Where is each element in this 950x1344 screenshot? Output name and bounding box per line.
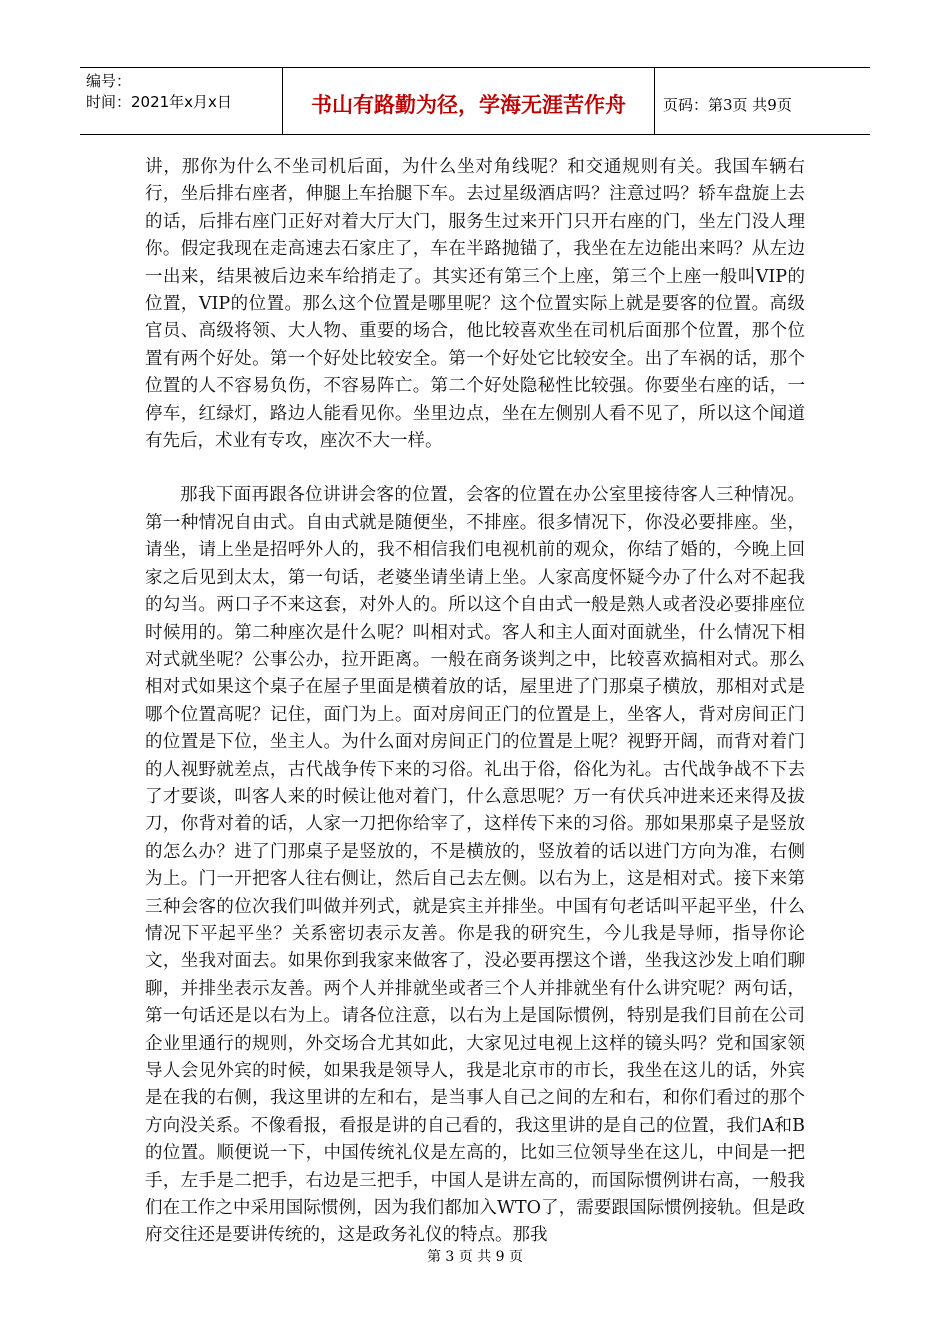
page-header <box>80 67 870 135</box>
body-paragraph: 那我下面再跟各位讲讲会客的位置，会客的位置在办公室里接待客人三种情况。第一种情况自由式。自由式就是随便坐，不排座。很多情况下，你没必要排座。坐，请坐，请上坐是招呼外人的，我不相信我们电视机前的观众，你结了婚的，今晚上回家之后见到太太，第一句话，老婆坐请坐请上坐。人家高度怀疑今办了什么对不起我的勾当。两口子不来这套，对外人的。所以这个自由式一般是熟人或者没必要排座位时候用的。第二种座次是什么呢？叫相对式。客人和主人面对面就坐，什么情况下相对式就坐呢？公事公办，拉开距离。一般在商务谈判之中，比较喜欢搞相对式。那么相对式如果这个桌子在屋子里面是横着放的话，屋里进了门那桌子横放，那相对式是哪个位置高呢？记住，面门为上。面对房间正门的位置是上，坐客人，背对房间正门的位置是下位，坐主人。为什么面对房间正门的位置是上呢？视野开阔，而背对着门的人视野就差点，古代战争传下来的习俗。礼出于俗，俗化为礼。古代战争战不下去了才要谈，叫客人来的时候让他对着门，什么意思呢？万一有伏兵冲进来还来得及拔刀，你背对着的话，人家一刀把你给宰了，这样传下来的习俗。那如果那桌子是竖放的怎么办？进了门那桌子是竖放的，不是横放的，竖放着的话以进门方向为准，右侧为上。门一开把客人往右侧让，然后自己去左侧。以右为上，这是相对式。接下来第三种会客的位次我们叫做并列式，就是宾主并排坐。中国有句老话叫平起平坐，什么情况下平起平坐？关系密切表示友善。你是我的研究生，今儿我是导师，指导你论文，坐我对面去。如果你到我家来做客了，没必要再摆这个谱，坐我这沙发上咱们聊聊，并排坐表示友善。两个人并排就坐或者三个人并排就坐有什么讲究呢？两句话，第一句话还是以右为上。请各位注意，以右为上是国际惯例，特别是我们目前在公司企业里通行的规则，外交场合尤其如此，大家见过电视上这样的镜头吗？党和国家领导人会见外宾的时候，如果我是领导人，我是北京市的市长，我坐在这儿的话，外宾是在我的右侧，我这里讲的左和右，是当事人自己之间的左和右，和你们看过的那个方向没关系。不像看报，看报是讲的自己看的，我这里讲的是自己的位置，我们A和B的位置。顺便说一下，中国传统礼仪是左高的，比如三位领导坐在这儿，中间是一把手，左手是二把手，右边是三把手，中国人是讲左高的，而国际惯例讲右高，一般我们在工作之中采用国际惯例，因为我们都加入WTO了，需要跟国际惯例接轨。但是政府交往还是要讲传统的，这是政务礼仪的特点。那我 <box>145 485 805 1246</box>
page-footer: 第 3 页 共 9 页 <box>426 1249 524 1265</box>
document-time-label: 时间：2021年x月x日 <box>86 93 232 111</box>
body-paragraph: 讲，那你为什么不坐司机后面，为什么坐对角线呢？和交通规则有关。我国车辆右行，坐后排右座者，伸腿上车抬腿下车。去过星级酒店吗？注意过吗？轿车盘旋上去的话，后排右座门正好对着大厅大门，服务生过来开门只开右座的门，坐左门没人理你。假定我现在走高速去石家庄了，车在半路抛锚了，我坐在左边能出来吗？从左边一出来，结果被后边来车给捎走了。其实还有第三个上座，第三个上座一般叫VIP的位置，VIP的位置。那么这个位置是哪里呢？这个位置实际上就是要客的位置。高级官员、高级将领、大人物、重要的场合，他比较喜欢坐在司机后面那个位置，那个位置有两个好处。第一个好处比较安全。第一个好处它比较安全。出了车祸的话，那个位置的人不容易负伤，不容易阵亡。第二个好处隐秘性比较强。你要坐右座的话，一停车，红绿灯，路边人能看见你。坐里边点，坐在左侧别人看不见了，所以这个闻道有先后，术业有专攻，座次不大一样。 <box>145 157 805 452</box>
document-body <box>145 154 805 1250</box>
header-meta <box>80 68 283 134</box>
header-motto: 书山有路勤为径，学海无涯苦作舟 <box>283 68 655 134</box>
header-page-info: 页码：第3页 共9页 <box>663 95 792 114</box>
document-number-label: 编号： <box>86 72 132 90</box>
